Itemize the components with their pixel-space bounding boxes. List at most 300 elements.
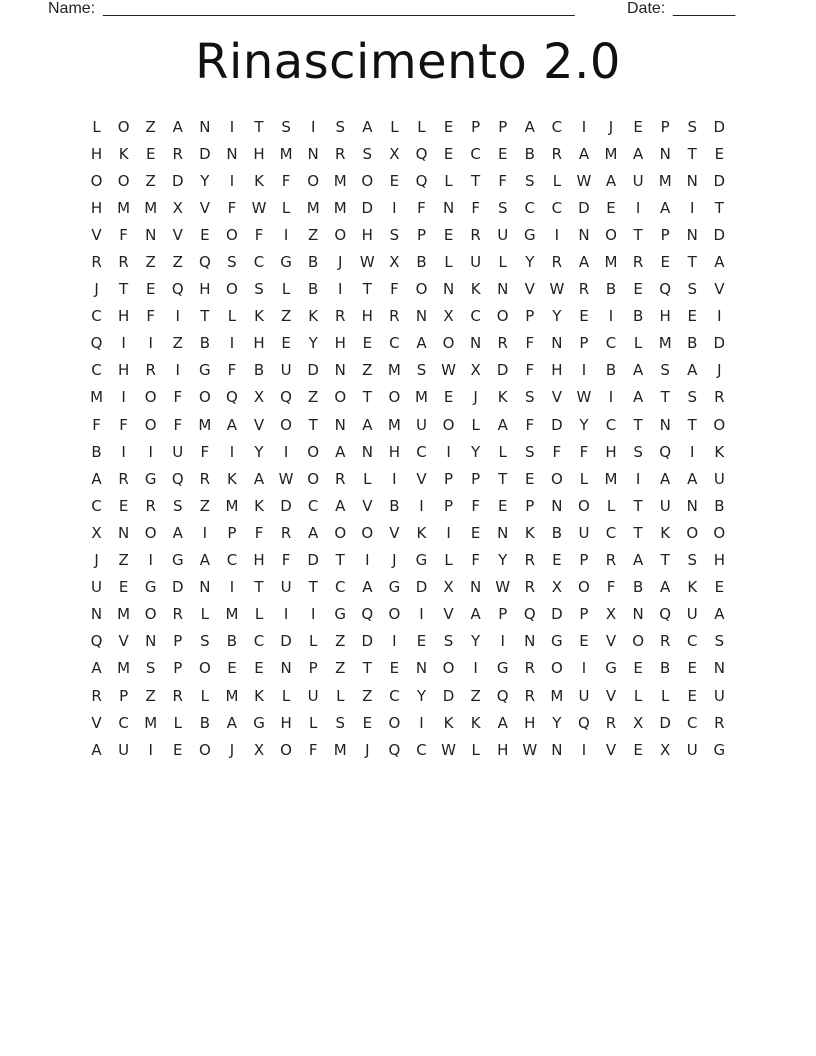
grid-letter: A <box>497 713 508 732</box>
grid-letter: E <box>362 334 373 353</box>
grid-letter: R <box>199 469 211 488</box>
grid-letter: A <box>226 713 238 732</box>
grid-letter: O <box>117 171 130 190</box>
grid-row <box>83 411 733 438</box>
grid-letter: N <box>470 578 482 597</box>
grid-letter: O <box>144 388 157 407</box>
grid-letter: A <box>226 415 238 434</box>
grid-letter: L <box>633 686 643 705</box>
grid-letter: W <box>549 280 565 299</box>
grid-letter: R <box>524 659 535 678</box>
grid-letter: R <box>578 280 590 299</box>
grid-letter: W <box>251 198 267 217</box>
grid-letter: F <box>471 198 480 217</box>
grid-letter: O <box>496 307 509 326</box>
grid-letter: P <box>471 117 481 136</box>
grid-letter: I <box>419 605 424 624</box>
grid-letter: Z <box>145 253 156 272</box>
grid-letter: I <box>229 442 235 461</box>
grid-letter: X <box>605 605 617 624</box>
grid-letter: L <box>444 253 453 272</box>
grid-letter: H <box>199 280 211 299</box>
grid-letter: E <box>145 144 156 163</box>
grid-letter: N <box>226 144 238 163</box>
grid-letter: U <box>713 686 725 705</box>
grid-letter: J <box>392 551 397 570</box>
grid-letter: O <box>280 740 292 759</box>
grid-letter: I <box>121 334 126 353</box>
grid-letter: R <box>389 307 400 326</box>
grid-letter: N <box>145 225 157 244</box>
grid-letter: V <box>172 225 183 244</box>
grid-letter: F <box>525 415 535 434</box>
grid-letter: O <box>144 605 157 624</box>
grid-letter: F <box>254 523 264 542</box>
grid-letter: M <box>117 659 131 678</box>
grid-letter: J <box>473 388 478 407</box>
grid-letter: M <box>225 496 239 515</box>
grid-letter: S <box>254 280 264 299</box>
grid-letter: S <box>660 361 670 380</box>
grid-letter: H <box>90 198 103 217</box>
grid-row <box>83 465 733 492</box>
grid-letter: M <box>225 605 239 624</box>
grid-letter: D <box>713 225 726 244</box>
grid-letter: A <box>172 117 183 136</box>
grid-letter: Z <box>335 659 346 678</box>
grid-letter: N <box>361 442 373 461</box>
grid-letter: M <box>144 713 158 732</box>
grid-letter: B <box>632 578 644 597</box>
grid-row <box>83 655 733 682</box>
grid-letter: I <box>310 605 316 624</box>
grid-letter: I <box>175 307 180 326</box>
grid-letter: L <box>444 171 453 190</box>
grid-letter: M <box>117 198 131 217</box>
grid-letter: Y <box>498 551 508 570</box>
grid-letter: O <box>713 415 726 434</box>
grid-letter: U <box>686 605 698 624</box>
grid-letter: M <box>333 171 347 190</box>
grid-letter: P <box>660 225 670 244</box>
grid-letter: F <box>173 388 183 407</box>
grid-letter: M <box>415 388 428 407</box>
grid-letter: P <box>173 659 183 678</box>
grid-letter: K <box>254 686 264 705</box>
grid-letter: T <box>335 551 345 570</box>
grid-letter: L <box>336 686 345 705</box>
grid-letter: O <box>307 469 320 488</box>
grid-letter: N <box>442 280 455 299</box>
grid-letter: L <box>227 307 237 326</box>
grid-letter: D <box>280 496 292 515</box>
grid-letter: U <box>713 469 725 488</box>
grid-letter: P <box>579 334 589 353</box>
grid-letter: M <box>144 198 158 217</box>
grid-row <box>83 248 733 275</box>
grid-letter: I <box>446 442 451 461</box>
grid-letter: Q <box>388 740 401 759</box>
grid-letter: B <box>714 496 725 515</box>
grid-letter: B <box>389 496 400 515</box>
grid-letter: H <box>551 361 563 380</box>
grid-letter: H <box>361 225 373 244</box>
grid-letter: I <box>500 632 505 651</box>
grid-letter: S <box>200 632 210 651</box>
grid-letter: Y <box>525 253 535 272</box>
grid-letter: R <box>172 144 183 163</box>
grid-row <box>83 303 733 330</box>
grid-letter: Y <box>416 686 427 705</box>
grid-letter: A <box>660 469 671 488</box>
grid-letter: L <box>579 469 589 488</box>
grid-row <box>83 194 733 221</box>
grid-letter: R <box>172 605 183 624</box>
grid-letter: Q <box>226 388 238 407</box>
grid-letter: N <box>551 496 563 515</box>
grid-letter: V <box>389 523 400 542</box>
grid-letter: Q <box>415 171 428 190</box>
grid-letter: A <box>605 171 617 190</box>
grid-letter: Y <box>308 334 318 353</box>
grid-letter: S <box>687 280 698 299</box>
grid-letter: L <box>281 686 291 705</box>
grid-letter: O <box>307 171 320 190</box>
grid-letter: X <box>470 361 481 380</box>
grid-letter: S <box>362 144 373 163</box>
grid-row <box>83 167 733 194</box>
grid-row <box>83 384 733 411</box>
grid-letter: L <box>363 469 372 488</box>
grid-letter: V <box>443 605 454 624</box>
grid-letter: S <box>389 225 400 244</box>
grid-letter: I <box>202 523 208 542</box>
grid-letter: N <box>118 523 130 542</box>
grid-letter: K <box>443 713 454 732</box>
grid-letter: E <box>497 144 508 163</box>
grid-letter: J <box>338 253 343 272</box>
page-title: Rinascimento 2.0 <box>195 34 621 90</box>
grid-row <box>83 736 733 763</box>
grid-letter: S <box>525 388 535 407</box>
grid-letter: L <box>633 334 643 353</box>
grid-letter: V <box>714 280 725 299</box>
grid-letter: Z <box>362 361 373 380</box>
grid-letter: P <box>498 117 508 136</box>
grid-letter: A <box>362 578 373 597</box>
grid-letter: S <box>525 171 535 190</box>
grid-letter: E <box>389 171 400 190</box>
grid-letter: Z <box>118 551 129 570</box>
grid-letter: T <box>254 117 264 136</box>
grid-letter: M <box>333 198 347 217</box>
grid-letter: O <box>280 415 292 434</box>
grid-letter: N <box>686 171 698 190</box>
grid-letter: A <box>632 551 644 570</box>
grid-letter: F <box>254 225 264 244</box>
grid-letter: F <box>281 171 291 190</box>
grid-letter: O <box>442 415 455 434</box>
grid-letter: T <box>660 388 670 407</box>
grid-letter: R <box>280 523 292 542</box>
grid-letter: M <box>225 686 239 705</box>
grid-letter: A <box>714 605 725 624</box>
grid-letter: Z <box>335 632 346 651</box>
grid-letter: Q <box>361 605 374 624</box>
grid-letter: F <box>119 415 128 434</box>
grid-letter: M <box>387 415 401 434</box>
grid-letter: A <box>416 334 427 353</box>
grid-letter: I <box>419 713 424 732</box>
grid-letter: E <box>389 659 400 678</box>
date-label: Date: <box>627 0 666 17</box>
grid-letter: T <box>714 198 724 217</box>
grid-row <box>83 547 733 574</box>
word-search-grid <box>83 113 733 763</box>
grid-letter: Q <box>415 144 428 163</box>
grid-letter: Y <box>254 442 264 461</box>
grid-letter: J <box>717 361 722 380</box>
grid-letter: X <box>253 388 265 407</box>
grid-letter: I <box>283 442 289 461</box>
grid-letter: Q <box>171 280 184 299</box>
grid-letter: T <box>498 469 508 488</box>
grid-letter: I <box>608 388 614 407</box>
grid-letter: X <box>443 307 454 326</box>
grid-letter: C <box>91 361 102 380</box>
grid-letter: P <box>416 225 426 244</box>
grid-letter: Z <box>145 686 156 705</box>
grid-letter: F <box>471 496 480 515</box>
grid-letter: H <box>388 442 401 461</box>
grid-letter: I <box>283 225 289 244</box>
grid-letter: H <box>713 551 725 570</box>
grid-letter: N <box>551 740 563 759</box>
grid-letter: Q <box>496 686 509 705</box>
grid-letter: H <box>117 307 130 326</box>
grid-letter: P <box>471 469 481 488</box>
grid-letter: K <box>687 578 698 597</box>
grid-letter: W <box>576 388 592 407</box>
grid-letter: O <box>442 334 455 353</box>
grid-letter: H <box>253 551 265 570</box>
grid-letter: B <box>416 253 427 272</box>
grid-letter: M <box>306 198 320 217</box>
grid-letter: D <box>171 171 184 190</box>
grid-letter: U <box>415 415 427 434</box>
grid-letter: X <box>253 740 265 759</box>
grid-letter: V <box>605 686 617 705</box>
grid-letter: E <box>633 280 643 299</box>
grid-letter: H <box>280 713 292 732</box>
grid-letter: R <box>659 632 671 651</box>
grid-letter: A <box>199 551 210 570</box>
grid-letter: E <box>173 740 183 759</box>
grid-letter: Z <box>308 225 319 244</box>
grid-letter: I <box>446 523 451 542</box>
grid-letter: C <box>91 307 102 326</box>
grid-letter: S <box>281 117 291 136</box>
grid-letter: R <box>605 713 617 732</box>
grid-letter: B <box>253 361 265 380</box>
grid-letter: O <box>198 659 211 678</box>
grid-letter: I <box>229 171 235 190</box>
grid-letter: I <box>717 307 722 326</box>
grid-letter: E <box>660 253 670 272</box>
grid-letter: G <box>523 225 536 244</box>
grid-letter: K <box>660 523 671 542</box>
grid-letter: N <box>415 659 428 678</box>
grid-letter: C <box>551 198 563 217</box>
grid-letter: B <box>91 442 102 461</box>
grid-letter: O <box>388 713 401 732</box>
grid-letter: F <box>579 442 589 461</box>
grid-letter: E <box>118 496 129 515</box>
grid-letter: O <box>334 225 347 244</box>
grid-letter: U <box>118 740 130 759</box>
grid-letter: B <box>605 361 617 380</box>
grid-letter: L <box>200 605 210 624</box>
grid-letter: P <box>579 551 589 570</box>
grid-letter: V <box>91 713 102 732</box>
grid-letter: A <box>632 144 644 163</box>
grid-letter: T <box>471 171 481 190</box>
grid-letter: H <box>253 334 265 353</box>
grid-letter: P <box>227 523 237 542</box>
grid-letter: Y <box>552 307 562 326</box>
grid-letter: H <box>253 144 265 163</box>
grid-letter: A <box>524 117 535 136</box>
grid-letter: F <box>498 171 508 190</box>
grid-letter: A <box>470 605 481 624</box>
grid-letter: R <box>335 469 346 488</box>
grid-letter: Y <box>200 171 210 190</box>
grid-letter: E <box>443 144 454 163</box>
grid-letter: S <box>335 713 345 732</box>
grid-letter: C <box>253 632 265 651</box>
grid-letter: O <box>550 659 563 678</box>
grid-letter: P <box>525 307 535 326</box>
grid-letter: E <box>606 198 616 217</box>
grid-letter: B <box>660 659 671 678</box>
grid-letter: Z <box>308 388 319 407</box>
grid-letter: F <box>606 578 616 597</box>
grid-letter: N <box>551 334 563 353</box>
grid-letter: N <box>334 361 346 380</box>
grid-letter: S <box>525 442 535 461</box>
grid-letter: B <box>308 280 319 299</box>
grid-letter: W <box>441 740 456 759</box>
grid-letter: O <box>550 469 563 488</box>
grid-letter: R <box>524 578 535 597</box>
grid-letter: I <box>392 198 397 217</box>
grid-letter: M <box>279 144 293 163</box>
worksheet-header <box>0 0 816 20</box>
grid-letter: C <box>416 442 427 461</box>
grid-letter: I <box>365 551 370 570</box>
grid-letter: U <box>686 740 698 759</box>
grid-letter: K <box>524 523 535 542</box>
grid-letter: O <box>361 171 374 190</box>
grid-letter: Q <box>198 253 211 272</box>
grid-letter: B <box>632 307 644 326</box>
grid-letter: K <box>714 442 725 461</box>
grid-letter: P <box>119 686 129 705</box>
grid-letter: A <box>632 388 644 407</box>
grid-letter: B <box>226 632 238 651</box>
grid-letter: I <box>554 225 560 244</box>
grid-letter: C <box>605 415 617 434</box>
grid-letter: A <box>578 144 590 163</box>
grid-letter: F <box>92 415 101 434</box>
grid-letter: S <box>714 632 725 651</box>
grid-letter: M <box>658 334 672 353</box>
grid-letter: K <box>227 469 237 488</box>
grid-letter: R <box>551 253 563 272</box>
grid-letter: U <box>659 496 671 515</box>
grid-letter: O <box>388 605 401 624</box>
grid-letter: S <box>687 551 698 570</box>
grid-letter: W <box>576 171 592 190</box>
grid-letter: L <box>254 605 264 624</box>
grid-letter: V <box>605 740 617 759</box>
grid-letter: X <box>632 713 644 732</box>
grid-letter: I <box>148 551 153 570</box>
grid-letter: A <box>91 740 102 759</box>
grid-letter: Z <box>362 686 373 705</box>
grid-letter: M <box>333 740 347 759</box>
grid-letter: A <box>172 523 183 542</box>
grid-letter: Z <box>280 307 292 326</box>
grid-letter: I <box>229 117 235 136</box>
grid-letter: O <box>117 117 130 136</box>
grid-letter: O <box>415 280 428 299</box>
grid-letter: U <box>632 171 644 190</box>
grid-letter: N <box>659 415 671 434</box>
name-blank-line: _____________________________________________________ <box>103 0 575 17</box>
grid-letter: R <box>497 334 508 353</box>
grid-letter: O <box>442 659 455 678</box>
grid-letter: D <box>307 361 319 380</box>
grid-letter: N <box>632 605 644 624</box>
grid-letter: A <box>660 198 671 217</box>
grid-letter: R <box>172 686 183 705</box>
grid-letter: E <box>687 307 697 326</box>
grid-letter: L <box>173 713 182 732</box>
grid-letter: N <box>686 225 698 244</box>
grid-letter: N <box>334 415 346 434</box>
grid-letter: V <box>605 632 617 651</box>
grid-letter: L <box>92 117 101 136</box>
grid-letter: N <box>470 334 482 353</box>
grid-letter: G <box>280 253 292 272</box>
grid-letter: F <box>417 198 426 217</box>
grid-letter: D <box>659 713 671 732</box>
grid-letter: I <box>635 469 641 488</box>
grid-letter: U <box>307 686 319 705</box>
grid-letter: I <box>121 388 126 407</box>
grid-letter: L <box>606 496 616 515</box>
grid-letter: R <box>118 253 129 272</box>
grid-letter: F <box>308 740 318 759</box>
grid-letter: S <box>145 659 156 678</box>
grid-letter: C <box>551 117 563 136</box>
grid-letter: I <box>175 361 180 380</box>
grid-letter: X <box>443 578 454 597</box>
grid-letter: C <box>335 578 346 597</box>
grid-letter: G <box>388 578 401 597</box>
grid-letter: D <box>551 415 563 434</box>
